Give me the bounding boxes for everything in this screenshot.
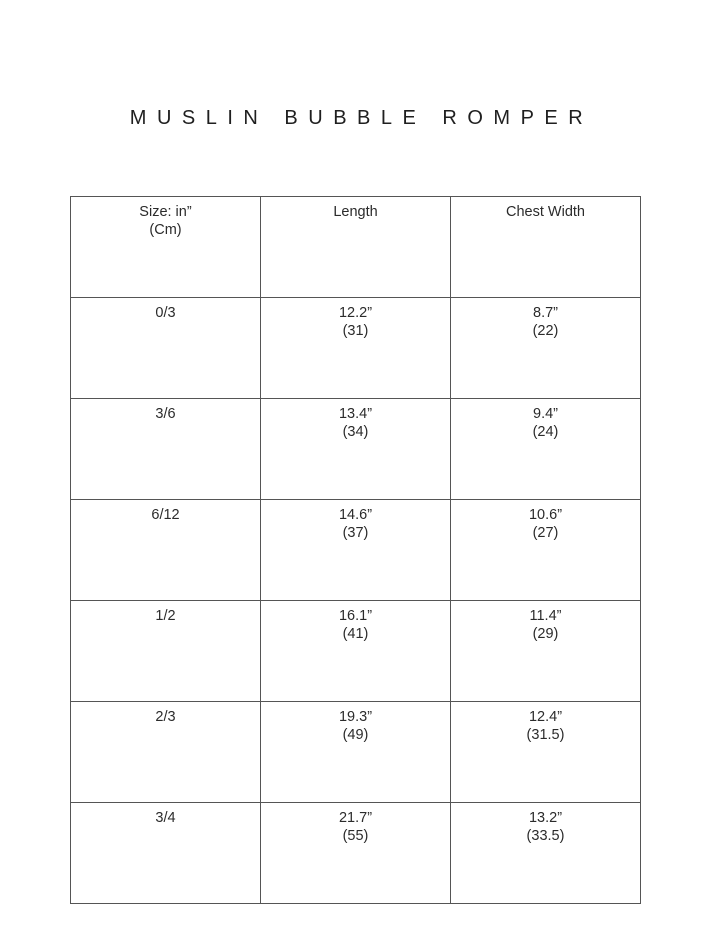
length-inches: 12.2”	[338, 305, 373, 321]
size-cell	[71, 702, 261, 803]
chest-inches: 10.6”	[528, 507, 563, 523]
header-size-unit: (Cm)	[149, 222, 182, 238]
length-inches: 21.7”	[338, 810, 373, 826]
table-row	[71, 601, 641, 702]
chest-width-cell	[451, 298, 641, 399]
header-chest-width-label: Chest Width	[506, 204, 585, 220]
chest-cm: (29)	[532, 626, 559, 642]
size-value: 3/4	[155, 810, 176, 826]
length-cell	[261, 702, 451, 803]
size-cell	[71, 298, 261, 399]
size-value: 2/3	[155, 709, 176, 725]
length-cm: (49)	[342, 727, 369, 743]
table-header-row	[71, 197, 641, 298]
chest-inches: 13.2”	[528, 810, 563, 826]
length-cell	[261, 298, 451, 399]
length-cm: (37)	[342, 525, 369, 541]
length-cm: (55)	[342, 828, 369, 844]
length-cm: (41)	[342, 626, 369, 642]
length-cell	[261, 601, 451, 702]
header-length	[261, 197, 451, 298]
length-cell	[261, 399, 451, 500]
chest-inches: 12.4”	[528, 709, 563, 725]
chest-inches: 9.4”	[533, 406, 558, 422]
header-size	[71, 197, 261, 298]
size-cell	[71, 399, 261, 500]
table-row	[71, 803, 641, 904]
table-row	[71, 500, 641, 601]
size-cell	[71, 803, 261, 904]
table-row	[71, 399, 641, 500]
table-row	[71, 702, 641, 803]
chest-cm: (24)	[532, 424, 559, 440]
length-cell	[261, 803, 451, 904]
chest-width-cell	[451, 500, 641, 601]
chest-cm: (33.5)	[526, 828, 565, 844]
length-inches: 14.6”	[338, 507, 373, 523]
header-length-label: Length	[333, 204, 378, 220]
size-cell	[71, 500, 261, 601]
chest-cm: (31.5)	[526, 727, 565, 743]
length-cell	[261, 500, 451, 601]
length-inches: 13.4”	[338, 406, 373, 422]
size-value: 1/2	[155, 608, 176, 624]
chest-cm: (22)	[532, 323, 559, 339]
length-inches: 16.1”	[338, 608, 373, 624]
chest-inches: 11.4”	[529, 608, 562, 624]
size-cell	[71, 601, 261, 702]
page-title: MUSLIN BUBBLE ROMPER	[129, 107, 594, 129]
chest-width-cell	[451, 601, 641, 702]
chest-width-cell	[451, 803, 641, 904]
chest-width-cell	[451, 399, 641, 500]
length-inches: 19.3”	[338, 709, 373, 725]
chest-cm: (27)	[532, 525, 559, 541]
header-chest-width	[451, 197, 641, 298]
size-value: 6/12	[151, 507, 180, 523]
size-value: 0/3	[155, 305, 176, 321]
size-chart-table	[70, 196, 641, 904]
chest-width-cell	[451, 702, 641, 803]
chest-inches: 8.7”	[533, 305, 558, 321]
length-cm: (34)	[342, 424, 369, 440]
header-size-label: Size: in”	[139, 204, 192, 220]
length-cm: (31)	[342, 323, 369, 339]
size-value: 3/6	[155, 406, 176, 422]
table-row	[71, 298, 641, 399]
